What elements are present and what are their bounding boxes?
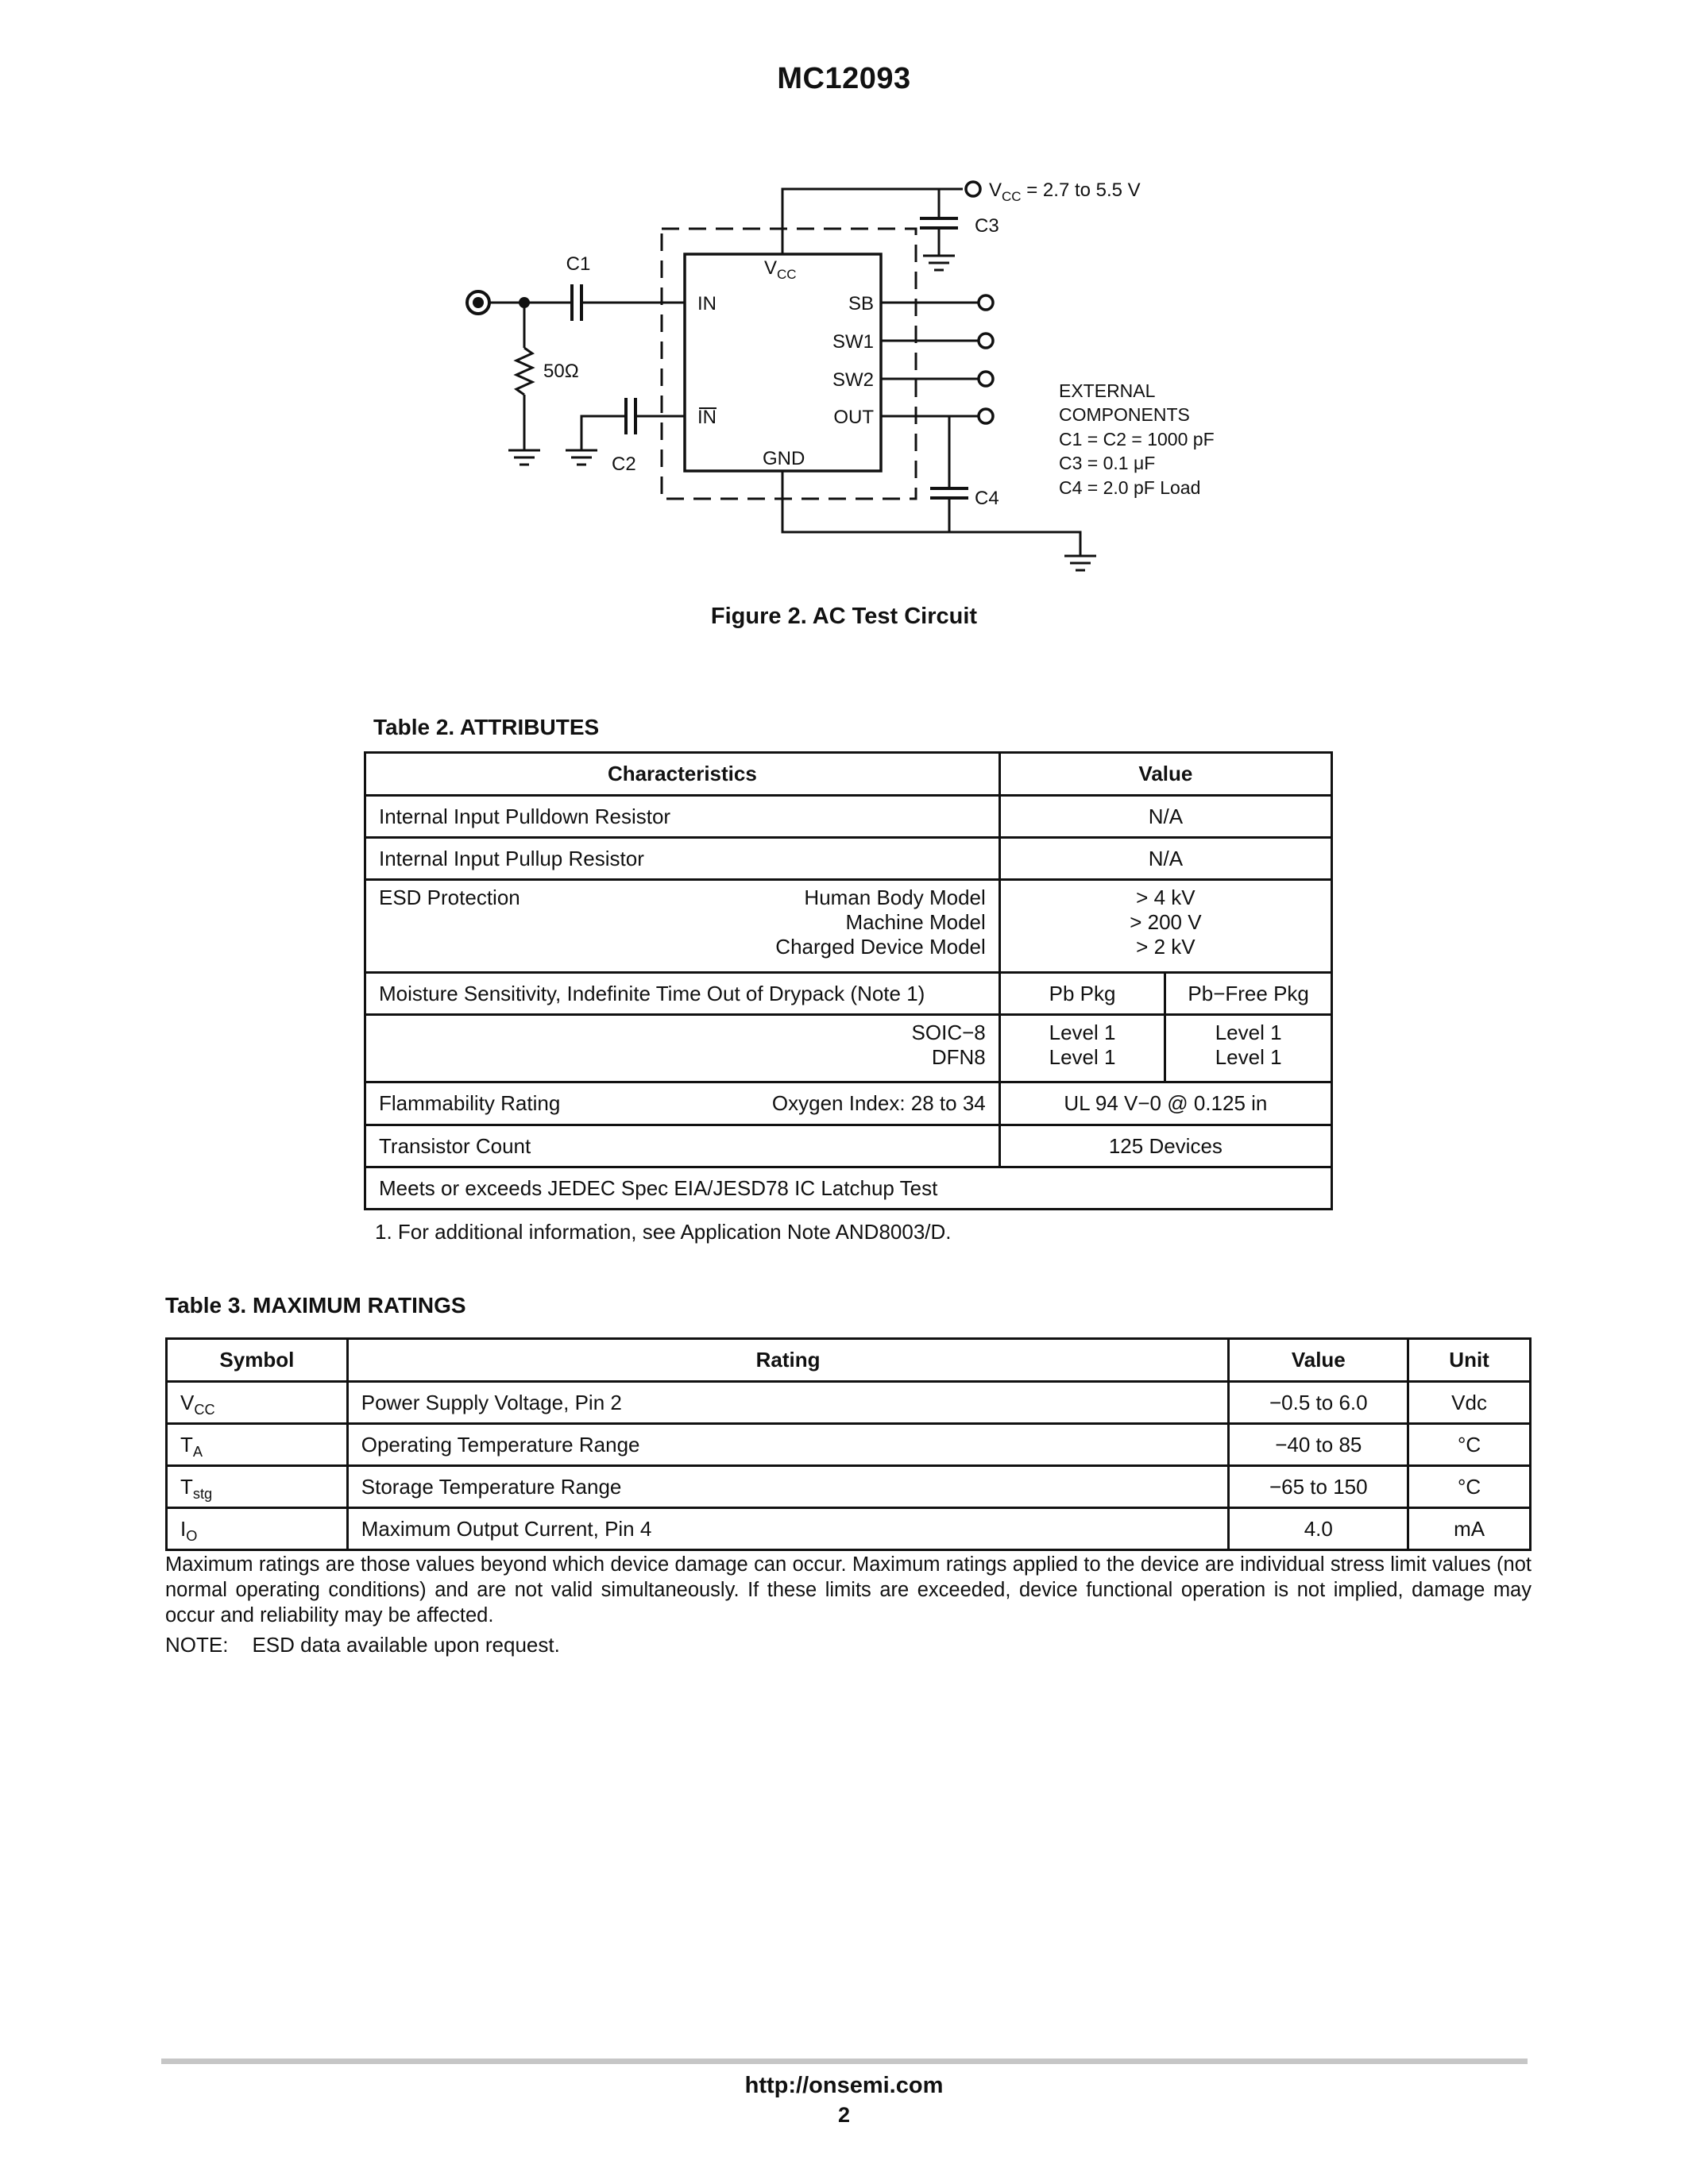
external-components-list: [1059, 380, 1215, 498]
c4-label: C4: [975, 488, 999, 509]
pin-in-bar: IN: [697, 407, 717, 428]
maximum-ratings-disclaimer: Maximum ratings are those values beyond which device damage can occur. Maximum ratings applied to the device are individual stress limit values (not normal operating conditions) and are not valid simultaneously. If these limits are exceeded, device functional operation is not implied, damage may occur and reliability may be affected.: [165, 1553, 1532, 1626]
svg-text:VCC: $V_{CC}$: [764, 257, 797, 282]
col-characteristics: Characteristics: [365, 753, 1000, 796]
table-row: Internal Input Pulldown Resistor N/A: [365, 796, 1332, 838]
attributes-table: [364, 751, 1333, 1210]
figure-caption: Figure 2. AC Test Circuit: [710, 604, 978, 629]
table2-title: Table 2. ATTRIBUTES: [373, 715, 600, 739]
c1-label: C1: [566, 253, 591, 275]
esd-note: NOTE: ESD data available upon request.: [165, 1633, 560, 1657]
table-row: $T_{stg}$ Storage Temperature Range −65 to 150 °C: [167, 1466, 1531, 1508]
svg-text:C4 = 2.0 pF Load: C4 = 2.0 pF Load: [1059, 477, 1201, 498]
page-number: 2: [837, 2103, 851, 2127]
pin-sw2: SW2: [832, 369, 874, 391]
col-rating: Rating: [347, 1339, 1229, 1382]
table-row: Moisture Sensitivity, Indefinite Time Out of Drypack (Note 1) Pb Pkg Pb−Free Pkg: [365, 973, 1332, 1015]
table-row: SOIC−8 DFN8 Level 1 Level 1 Level 1 Level 1: [365, 1015, 1332, 1082]
table-row: Transistor Count 125 Devices: [365, 1125, 1332, 1167]
pin-in: IN: [697, 293, 717, 314]
svg-text:C1 = C2 = 1000 pF: C1 = C2 = 1000 pF: [1059, 429, 1215, 450]
footer-divider: [161, 2059, 1528, 2064]
svg-text:C3 = 0.1 μF: C3 = 0.1 μF: [1059, 453, 1156, 473]
pin-out: OUT: [833, 407, 874, 428]
col-unit: Unit: [1408, 1339, 1531, 1382]
table2-footnote: 1. For additional information, see Application Note AND8003/D.: [375, 1220, 952, 1244]
pin-sb: SB: [848, 293, 874, 314]
chip-vcc-label: V: [764, 257, 778, 279]
vcc-wire: [782, 189, 963, 254]
page-title: MC12093: [777, 62, 911, 95]
c3-label: C3: [975, 215, 999, 237]
svg-text:COMPONENTS: COMPONENTS: [1059, 404, 1190, 425]
maximum-ratings-table: [165, 1337, 1532, 1551]
svg-text:EXTERNAL: EXTERNAL: [1059, 380, 1156, 401]
pin-sw1: SW1: [832, 331, 874, 353]
table-row: $I_O$ Maximum Output Current, Pin 4 4.0 mA: [167, 1508, 1531, 1550]
col-value: Value: [1229, 1339, 1408, 1382]
table-row: $V_{CC}$ Power Supply Voltage, Pin 2 −0.5 to 6.0 Vdc: [167, 1382, 1531, 1424]
ac-test-circuit-diagram: [445, 167, 1239, 596]
vcc-label: V: [989, 179, 1002, 201]
col-symbol: Symbol: [167, 1339, 348, 1382]
table-row: Internal Input Pullup Resistor N/A: [365, 838, 1332, 880]
footer-url[interactable]: http://onsemi.com: [744, 2073, 944, 2098]
pin-gnd: GND: [763, 448, 805, 469]
ic-body: [685, 254, 881, 471]
table3-title: Table 3. MAXIMUM RATINGS: [165, 1293, 466, 1318]
resistor-label: 50Ω: [543, 361, 579, 382]
svg-text:VCC = 2.7 to 5.5 V: $V_{CC} = 2.7$ to 5.5 V: [989, 179, 1141, 204]
c2-label: C2: [612, 453, 636, 475]
table-row: Meets or exceeds JEDEC Spec EIA/JESD78 IC Latchup Test: [365, 1167, 1332, 1210]
col-value: Value: [999, 753, 1331, 796]
table-row: $T_A$ Operating Temperature Range −40 to 85 °C: [167, 1424, 1531, 1466]
table-row: Flammability Rating Oxygen Index: 28 to 34 UL 94 V−0 @ 0.125 in: [365, 1082, 1332, 1125]
table-row: ESD Protection Human Body Model Machine Model Charged Device Model > 4 kV > 200 V > 2 kV: [365, 880, 1332, 973]
